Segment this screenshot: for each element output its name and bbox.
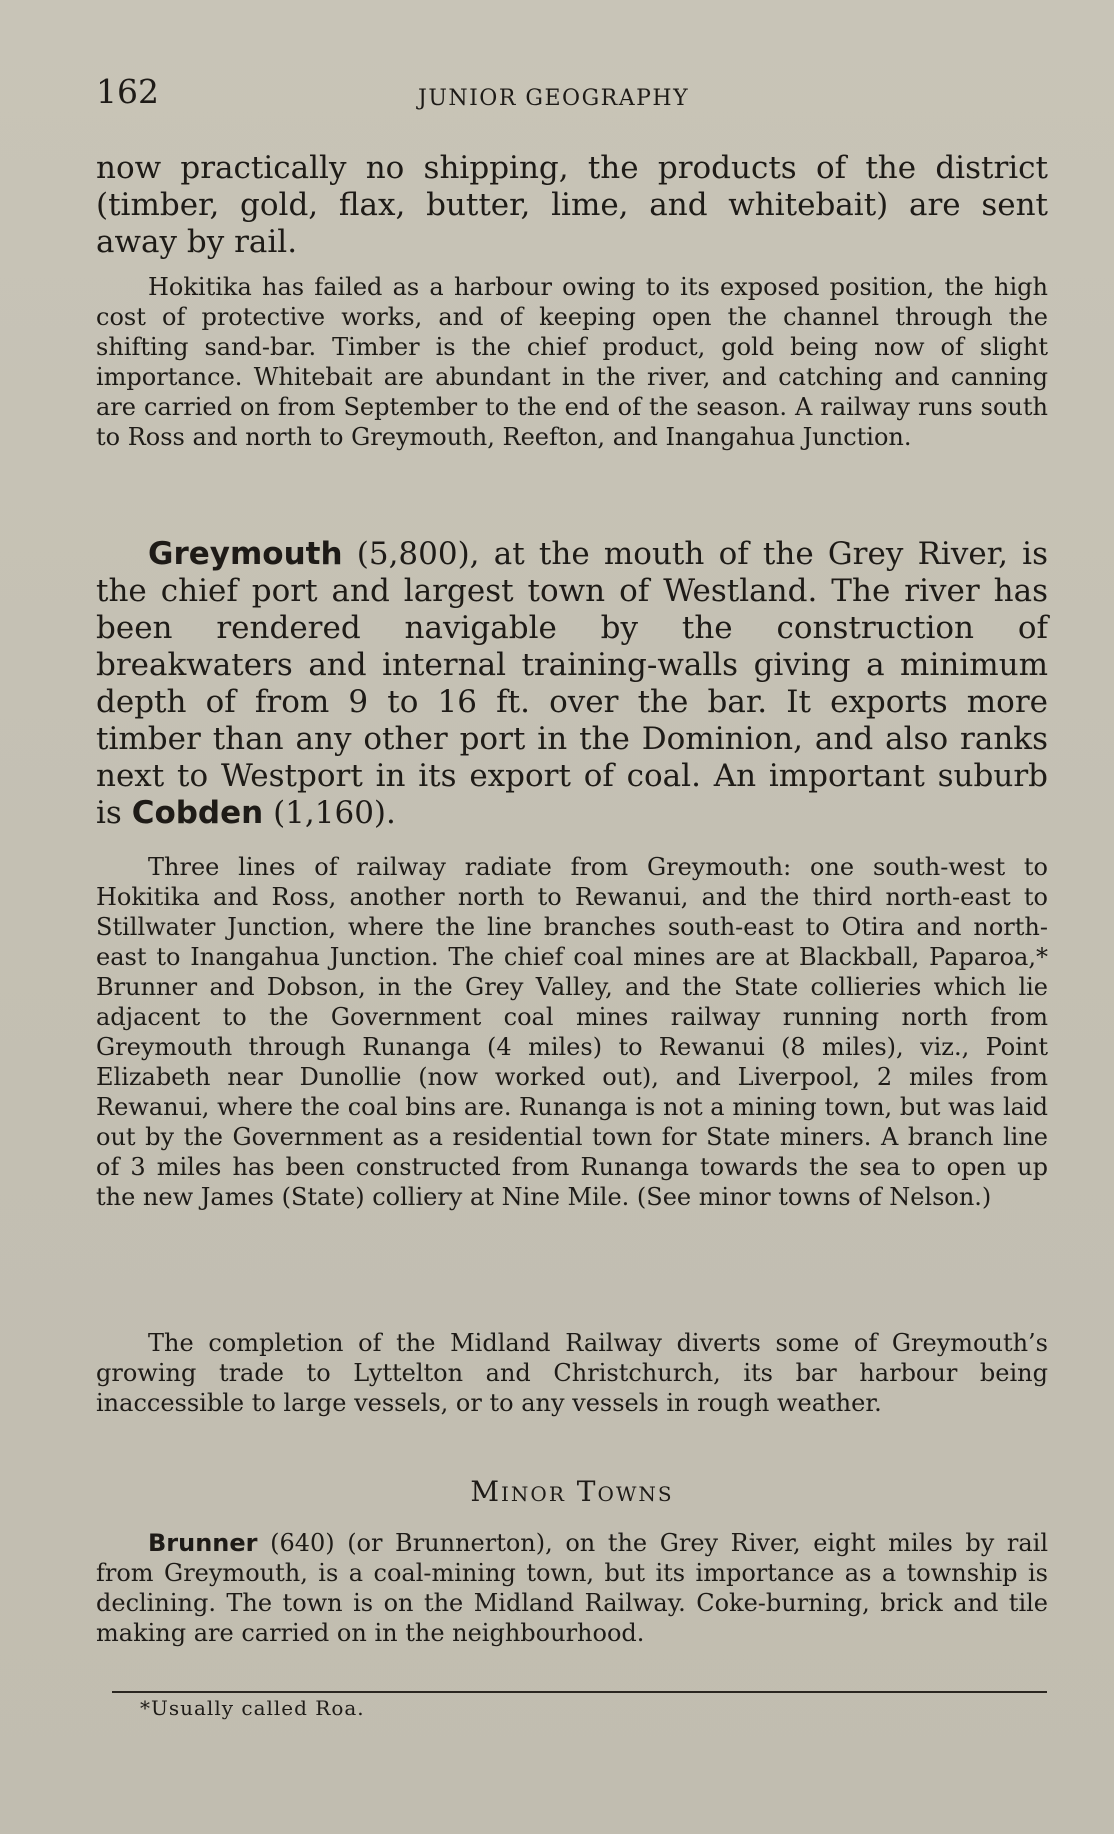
paragraph-hokitika: Hokitika has failed as a harbour owing to its exposed position, the high cost of protective works, and of keeping open the channel through the shifting sand-bar. Timber is the chief product, gold being now of slight importance. Whitebait are abundant in the river, and catching and canning are carried on from September to the end of the season. A railway runs south to Ross and north to Greymouth, Reefton, and Inangahua Junction. bbox=[96, 273, 1048, 451]
page-header bbox=[96, 72, 1048, 112]
cobden-text: (1,160). bbox=[263, 795, 396, 831]
footnote: *Usually called Roa. bbox=[140, 1696, 365, 1720]
paragraph-railways: Three lines of railway radiate from Greymouth: one south-west to Hokitika and Ross, another north to Rewanui, and the third north-east to Stillwater Junction, where the line branches south-east to Otira and north-east to Inangahua Junction. The chief coal mines are at Blackball, Paparoa,* Brunner and Dobson, in the Grey Valley, and the State collieries which lie adjacent to the Government coal mines railway running north from Greymouth through Runanga (4 miles) to Rewanui (8 miles), viz., Point Elizabeth near Dunollie (now worked out), and Liverpool, 2 miles from Rewanui, where the coal bins are. Runanga is not a mining town, but was laid out by the Government as a residential town for State miners. A branch line of 3 miles has been constructed from Runanga towards the sea to open up the new James (State) colliery at Nine Mile. (See minor towns of Nelson.) bbox=[96, 853, 1048, 1211]
town-name-greymouth: Greymouth bbox=[148, 536, 343, 572]
greymouth-text: (5,800), at the mouth of the Grey River, is the chief port and largest town of Westland. The river has been rendered navigable by the construction of breakwaters and internal training-walls giving a minimum depth of from 9 to 16 ft. over the bar. It exports more timber than any other port in the Dominion, and also ranks next to Westport in its export of coal. An important suburb is bbox=[96, 536, 1048, 831]
town-name-brunner: Brunner bbox=[148, 1529, 258, 1557]
paragraph-greymouth bbox=[96, 536, 1048, 832]
footnote-divider bbox=[112, 1691, 1047, 1693]
paragraph-midland-railway: The completion of the Midland Railway diverts some of Greymouth’s growing trade to Lyttelton and Christchurch, its bar harbour being inaccessible to large vessels, or to any vessels in rough weather. bbox=[96, 1329, 1048, 1417]
paragraph-brunner bbox=[96, 1528, 1048, 1648]
page-number: 162 bbox=[96, 72, 159, 111]
brunner-text: (640) (or Brunnerton), on the Grey River, eight miles by rail from Greymouth, is a coal-mining town, but its importance as a township is declining. The town is on the Midland Railway. Coke-burning, brick and tile making are carried on in the neighbourhood. bbox=[96, 1529, 1048, 1647]
town-name-cobden: Cobden bbox=[131, 795, 264, 831]
paragraph-shipping: now practically no shipping, the products of the district (timber, gold, flax, butter, lime, and whitebait) are sent away by rail. bbox=[96, 150, 1048, 260]
running-title: JUNIOR GEOGRAPHY bbox=[418, 86, 690, 111]
section-heading-minor-towns: Minor Towns bbox=[470, 1475, 674, 1508]
